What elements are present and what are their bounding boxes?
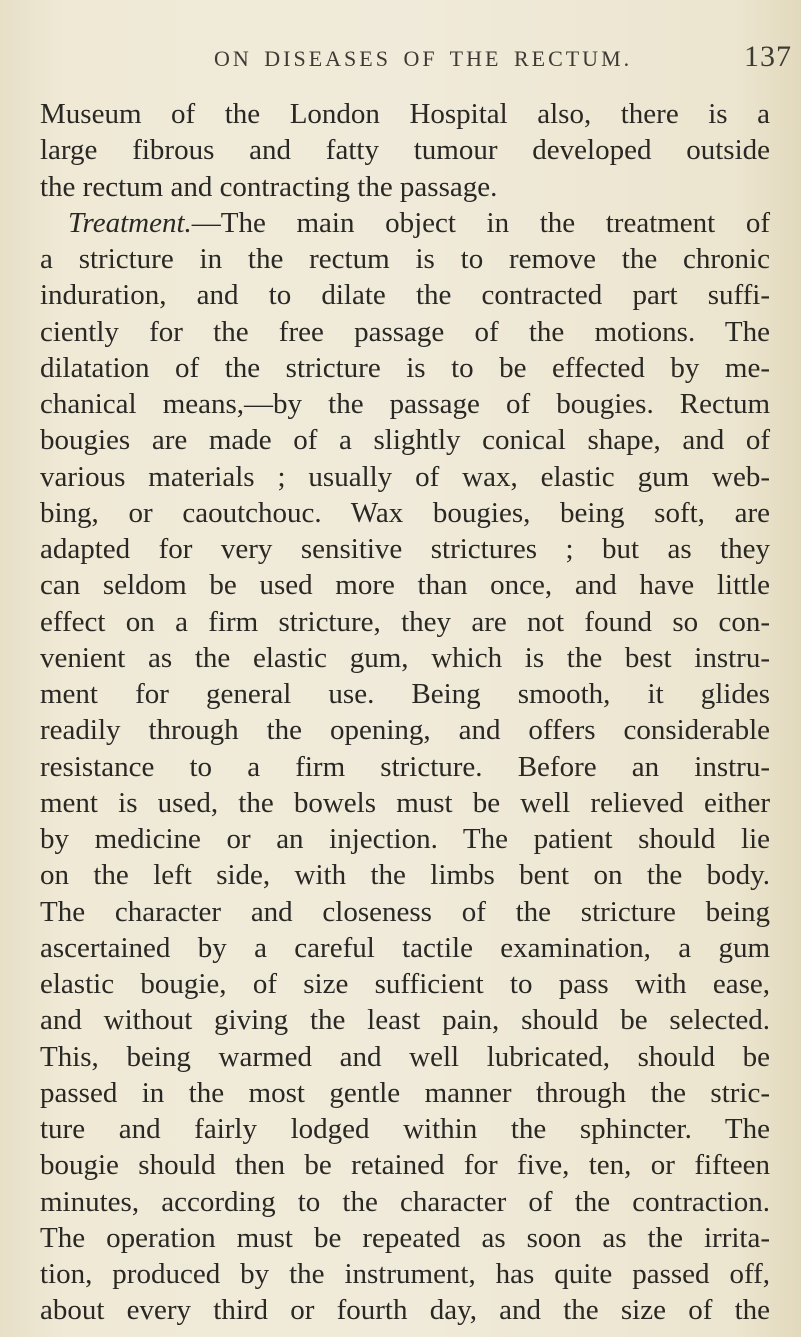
text-line: large fibrous and fatty tumour developed outside bbox=[40, 134, 770, 167]
text-line: The character and closeness of the stricture being bbox=[40, 895, 770, 928]
running-head: ON DISEASES OF THE RECTUM. bbox=[214, 46, 633, 71]
text-line: ascertained by a careful tactile examination, a gum bbox=[40, 931, 770, 964]
text-line: the rectum and contracting the passage. bbox=[40, 170, 498, 203]
text-line: resistance to a firm stricture. Before an instru- bbox=[40, 750, 770, 783]
text-line: a stricture in the rectum is to remove the chronic bbox=[40, 243, 770, 275]
text-line: readily through the opening, and offers considerable bbox=[40, 714, 770, 747]
text-line: bougie should then be retained for five, ten, or fifteen bbox=[40, 1149, 770, 1182]
text-line: tion, produced by the instrument, has quite passed off, bbox=[40, 1258, 770, 1290]
text-line: by medicine or an injection. The patient should lie bbox=[40, 823, 770, 855]
text-line: Museum of the London Hospital also, there is a bbox=[40, 98, 770, 130]
text-line: passed in the most gentle manner through the stric- bbox=[40, 1076, 770, 1109]
text-line: bing, or caoutchouc. Wax bougies, being soft, are bbox=[40, 496, 770, 529]
text-line-segment: —The main object in the treatment of bbox=[191, 206, 770, 239]
text-line: and without giving the least pain, should be selected. bbox=[40, 1004, 770, 1037]
text-line: ciently for the free passage of the motions. The bbox=[40, 315, 770, 348]
text-line: chanical means,—by the passage of bougies. Rectum bbox=[40, 388, 770, 420]
page-number: 137 bbox=[744, 40, 792, 73]
text-line: about every third or fourth day, and the size of the bbox=[40, 1294, 770, 1327]
text-line: on the left side, with the limbs bent on the body. bbox=[40, 859, 770, 892]
text-line: ment for general use. Being smooth, it glides bbox=[40, 678, 770, 710]
text-line: various materials ; usually of wax, elastic gum web- bbox=[40, 460, 770, 493]
text-line: ment is used, the bowels must be well relieved either bbox=[40, 786, 770, 819]
text-line: elastic bougie, of size sufficient to pass with ease, bbox=[40, 968, 770, 1000]
text-line bbox=[40, 205, 770, 241]
text-line: effect on a firm stricture, they are not found so con- bbox=[40, 605, 770, 638]
text-line: bougies are made of a slightly conical shape, and of bbox=[40, 424, 770, 457]
text-line: The operation must be repeated as soon as the irrita- bbox=[40, 1221, 770, 1254]
body-text bbox=[40, 96, 770, 1329]
text-line: induration, and to dilate the contracted part suffi- bbox=[40, 279, 770, 312]
text-line: venient as the elastic gum, which is the best instru- bbox=[40, 641, 770, 674]
text-line: dilatation of the stricture is to be effected by me- bbox=[40, 351, 770, 384]
text-line: ture and fairly lodged within the sphincter. The bbox=[40, 1113, 770, 1145]
page-header bbox=[0, 36, 801, 80]
text-line: can seldom be used more than once, and have little bbox=[40, 569, 770, 602]
treatment-heading: Treatment. bbox=[68, 206, 192, 239]
text-line: This, being warmed and well lubricated, should be bbox=[40, 1040, 770, 1073]
text-line: minutes, according to the character of the contraction. bbox=[40, 1185, 770, 1218]
text-line: adapted for very sensitive strictures ; but as they bbox=[40, 533, 770, 565]
